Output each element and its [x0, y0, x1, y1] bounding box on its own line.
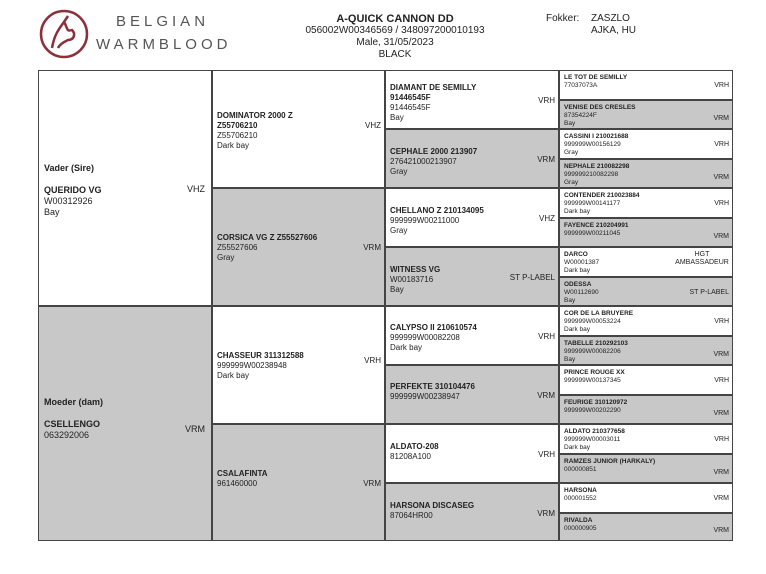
g4-name: CONTENDER 210023884	[564, 192, 640, 199]
g3-name: ALDATO-208	[390, 442, 439, 451]
g2-color: Dark bay	[217, 141, 250, 150]
g3-id: W00183716	[390, 275, 434, 284]
g3-studbook: VRM	[537, 155, 555, 164]
g4-id: 999999W00082206	[564, 348, 621, 355]
g4-studbook: VRH	[714, 141, 729, 148]
g3-studbook: VRH	[538, 450, 555, 459]
g4-name: RIVALDA	[564, 517, 593, 524]
g4-studbook: HGT AMBASSADEUR	[675, 251, 729, 266]
sire-color: Bay	[44, 207, 60, 217]
g2-name: CHASSEUR 311312588	[217, 351, 304, 360]
breeder-place: AJKA, HU	[591, 25, 637, 36]
dam-id: 063292006	[44, 430, 90, 440]
g4-name: ODESSA	[564, 281, 592, 288]
g4-name: LE TOT DE SEMILLY	[564, 74, 628, 81]
g4-name: COR DE LA BRUYERE	[564, 310, 634, 317]
g4-id: 999999W00156129	[564, 141, 621, 148]
g4-cell	[559, 424, 733, 454]
g2-id: 961460000	[217, 479, 258, 488]
g2-studbook: VRM	[363, 479, 381, 488]
g4-id: 999999W00137345	[564, 377, 621, 384]
g3-studbook: VHZ	[539, 214, 555, 223]
g4-color: Dark bay	[564, 208, 591, 215]
g4-name: FEURIGE 310120972	[564, 399, 628, 406]
g4-cell	[559, 218, 733, 247]
g4-id: 000000905	[564, 525, 597, 532]
g4-name: RAMZES JUNIOR (HARKALY)	[564, 458, 656, 465]
g3-color: Gray	[390, 226, 408, 235]
g3-name: CALYPSO II 210610574	[390, 323, 477, 332]
g3-name: CEPHALE 2000 213907	[390, 147, 478, 156]
g3-studbook: VRM	[537, 509, 555, 518]
dam-cell	[38, 306, 212, 541]
g3-studbook: VRM	[537, 391, 555, 400]
horse-name: A-QUICK CANNON DD	[336, 13, 454, 25]
g3-color: Bay	[390, 285, 404, 294]
g2-name: DOMINATOR 2000 Z	[217, 111, 293, 120]
g4-id: W00001387	[564, 259, 600, 266]
g4-studbook: VRM	[713, 410, 729, 417]
g3-id: 999999W00238947	[390, 392, 460, 401]
g4-id: 999999W00202290	[564, 407, 621, 414]
g2-name: CSALAFINTA	[217, 469, 268, 478]
g4-color: Dark bay	[564, 326, 591, 333]
g4-id: 000000851	[564, 466, 597, 473]
breeder-name: ZASZLO	[591, 13, 630, 24]
g4-cell	[559, 365, 733, 395]
g3-name: WITNESS VG	[390, 265, 441, 274]
g4-studbook: VRH	[714, 200, 729, 207]
g3-cell	[385, 306, 559, 365]
g4-cell	[559, 277, 733, 306]
g4-color: Bay	[564, 297, 576, 304]
g3-name: PERFEKTE 310104476	[390, 382, 475, 391]
g4-color: Bay	[564, 356, 576, 363]
g3-studbook: VRH	[538, 96, 555, 105]
g2-cell	[212, 188, 385, 306]
g3-color: Gray	[390, 167, 408, 176]
logo-emblem-icon	[38, 8, 90, 60]
g4-studbook: VRH	[714, 377, 729, 384]
g3-name: CHELLANO Z 210134095	[390, 206, 484, 215]
g4-name: TABELLE 210292103	[564, 340, 628, 347]
pedigree-table	[38, 70, 733, 541]
g4-cell	[559, 395, 733, 424]
g4-color: Bay	[564, 120, 576, 127]
g3-id: 999999W00082208	[390, 333, 460, 342]
g3-studbook: VRH	[538, 332, 555, 341]
g4-studbook: VRM	[713, 233, 729, 240]
g2-cell	[212, 70, 385, 188]
g4-cell	[559, 247, 733, 277]
g4-studbook: VRM	[713, 495, 729, 502]
g3-studbook: ST P-LABEL	[509, 273, 555, 282]
g2-id: 999999W00238948	[217, 361, 287, 370]
sire-studbook: VHZ	[187, 184, 205, 194]
g4-studbook: VRM	[713, 469, 729, 476]
g4-cell	[559, 306, 733, 336]
g4-name: CASSINI I 210021688	[564, 133, 629, 140]
belgian-warmblood-logo	[38, 8, 238, 60]
g3-id: 87064HR00	[390, 511, 433, 520]
g4-studbook: VRM	[713, 527, 729, 534]
g2-cell	[212, 424, 385, 541]
g3-color: Bay	[390, 113, 404, 122]
g2-name: CORSICA VG Z Z55527606	[217, 233, 318, 242]
g4-studbook: VRM	[713, 351, 729, 358]
g4-id: 999999W00003011	[564, 436, 621, 443]
g4-id: 77037073A	[564, 82, 598, 89]
g4-cell	[559, 513, 733, 541]
g4-color: Dark bay	[564, 267, 591, 274]
g4-studbook: VRM	[713, 174, 729, 181]
horse-sex-dob: Male, 31/05/2023	[356, 37, 434, 48]
g4-studbook: VRH	[714, 82, 729, 89]
g4-cell	[559, 336, 733, 365]
g2-studbook: VRM	[363, 243, 381, 252]
horse-header	[300, 13, 490, 61]
g4-cell	[559, 188, 733, 218]
g4-color: Dark bay	[564, 444, 591, 451]
g4-id: 000001552	[564, 495, 597, 502]
g4-name: HARSONA	[564, 487, 597, 494]
g4-id: 999999W00141177	[564, 200, 621, 207]
g3-cell	[385, 188, 559, 247]
g3-cell	[385, 70, 559, 129]
g4-id: W00112690	[564, 289, 599, 296]
g4-name: PRINCE ROUGE XX	[564, 369, 625, 376]
g4-cell	[559, 70, 733, 100]
g2-color: Dark bay	[217, 371, 250, 380]
g4-studbook: VRH	[714, 436, 729, 443]
horse-color: BLACK	[378, 49, 412, 60]
g4-id: 87354224F	[564, 112, 597, 119]
g4-id: 999999210082298	[564, 171, 619, 178]
g3-id: 81208A100	[390, 452, 431, 461]
g3-name: HARSONA DISCASEG	[390, 501, 475, 510]
sire-name: QUERIDO VG	[44, 185, 102, 195]
g4-id: 999999W00211045	[564, 230, 621, 237]
dam-name: CSELLENGO	[44, 419, 101, 429]
g2-studbook: VRH	[364, 356, 381, 365]
g3-cell	[385, 129, 559, 188]
g4-cell	[559, 483, 733, 513]
g3-color: Dark bay	[390, 343, 423, 352]
g2-id: Z55706210	[217, 121, 258, 130]
g2-studbook: VHZ	[365, 121, 381, 130]
g2-id: Z55527606	[217, 243, 258, 252]
g4-studbook: ST P-LABEL	[689, 289, 729, 296]
g2-id-2: Z55706210	[217, 131, 258, 140]
breeder-label: Fokker:	[546, 13, 580, 24]
g2-color: Gray	[217, 253, 235, 262]
g4-cell	[559, 159, 733, 188]
sire-cell	[38, 70, 212, 306]
g4-studbook: VRH	[714, 318, 729, 325]
g3-id: 91446545F	[390, 93, 431, 102]
g3-cell	[385, 483, 559, 541]
g4-name: VENISE DES CRESLES	[564, 104, 636, 111]
logo-text-warmblood: WARMBLOOD	[96, 36, 232, 53]
g4-cell	[559, 454, 733, 483]
sire-id: W00312926	[44, 196, 93, 206]
g4-name: FAYENCE 210204991	[564, 222, 629, 229]
g3-name: DIAMANT DE SEMILLY	[390, 83, 477, 92]
g3-id: 999999W00211000	[390, 216, 460, 225]
sire-section-label: Vader (Sire)	[44, 163, 95, 173]
logo-text-belgian: BELGIAN	[116, 13, 210, 30]
g4-color: Gray	[564, 149, 579, 156]
dam-section-label: Moeder (dam)	[44, 397, 104, 407]
g2-cell	[212, 306, 385, 424]
g3-cell	[385, 365, 559, 424]
g4-name: ALDATO 210377658	[564, 428, 625, 435]
g3-id: 276421000213907	[390, 157, 457, 166]
g4-id: 999999W00053224	[564, 318, 621, 325]
g4-cell	[559, 129, 733, 159]
dam-studbook: VRM	[185, 424, 205, 434]
g3-id-2: 91446545F	[390, 103, 431, 112]
g4-name: DARCO	[564, 251, 588, 258]
g4-color: Gray	[564, 179, 579, 186]
g3-cell	[385, 247, 559, 306]
g4-cell	[559, 100, 733, 129]
g4-studbook: VRM	[713, 115, 729, 122]
g3-cell	[385, 424, 559, 483]
horse-ids: 056002W00346569 / 348097200010193	[305, 25, 485, 36]
g4-name: NEPHALE 210082298	[564, 163, 630, 170]
